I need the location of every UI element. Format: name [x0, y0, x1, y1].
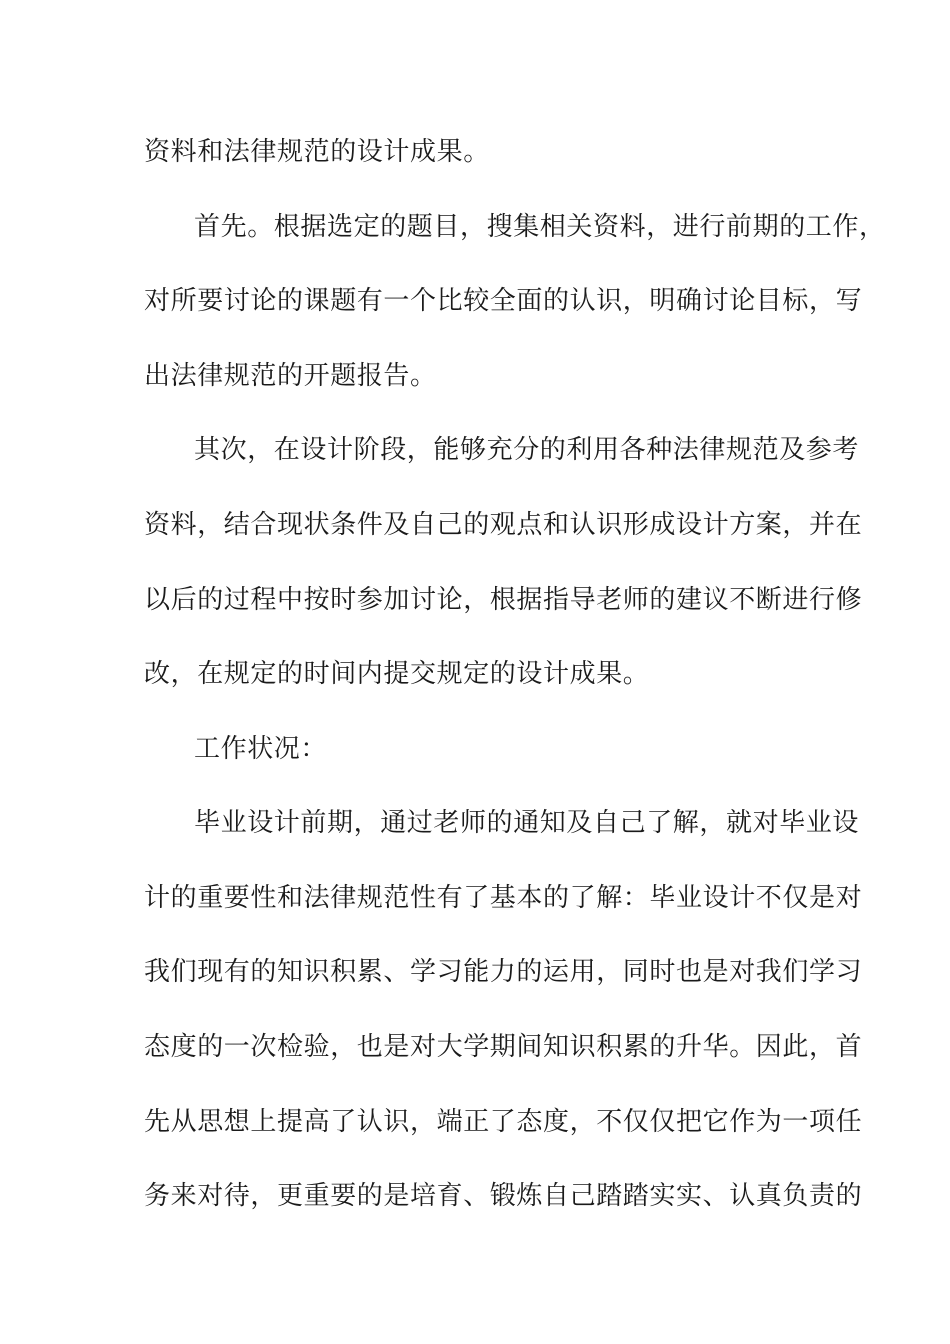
text-line: 以后的过程中按时参加讨论，根据指导老师的建议不断进行修 [144, 585, 863, 615]
text-line: 出法律规范的开题报告。 [144, 361, 437, 391]
text-line: 态度的一次检验，也是对大学期间知识积累的升华。因此，首 [144, 1032, 863, 1062]
section-heading: 工作状况： [194, 734, 328, 764]
paragraph-first-line: 毕业设计前期，通过老师的通知及自己了解，就对毕业设 [194, 808, 860, 838]
text-line: 我们现有的知识积累、学习能力的运用，同时也是对我们学习 [144, 957, 863, 987]
text-line: 计的重要性和法律规范性有了基本的了解：毕业设计不仅是对 [144, 883, 863, 913]
text-line: 改，在规定的时间内提交规定的设计成果。 [144, 659, 650, 689]
paragraph-first-line: 其次，在设计阶段，能够充分的利用各种法律规范及参考 [194, 435, 860, 465]
text-line: 先从思想上提高了认识，端正了态度，不仅仅把它作为一项任 [144, 1107, 863, 1137]
text-line: 对所要讨论的课题有一个比较全面的认识，明确讨论目标，写 [144, 286, 863, 316]
text-line: 务来对待，更重要的是培育、锻炼自己踏踏实实、认真负责的 [144, 1181, 863, 1211]
paragraph-first-line: 首先。根据选定的题目，搜集相关资料，进行前期的工作， [194, 212, 886, 242]
text-line: 资料和法律规范的设计成果。 [144, 137, 490, 167]
text-line: 资料，结合现状条件及自己的观点和认识形成设计方案，并在 [144, 510, 863, 540]
